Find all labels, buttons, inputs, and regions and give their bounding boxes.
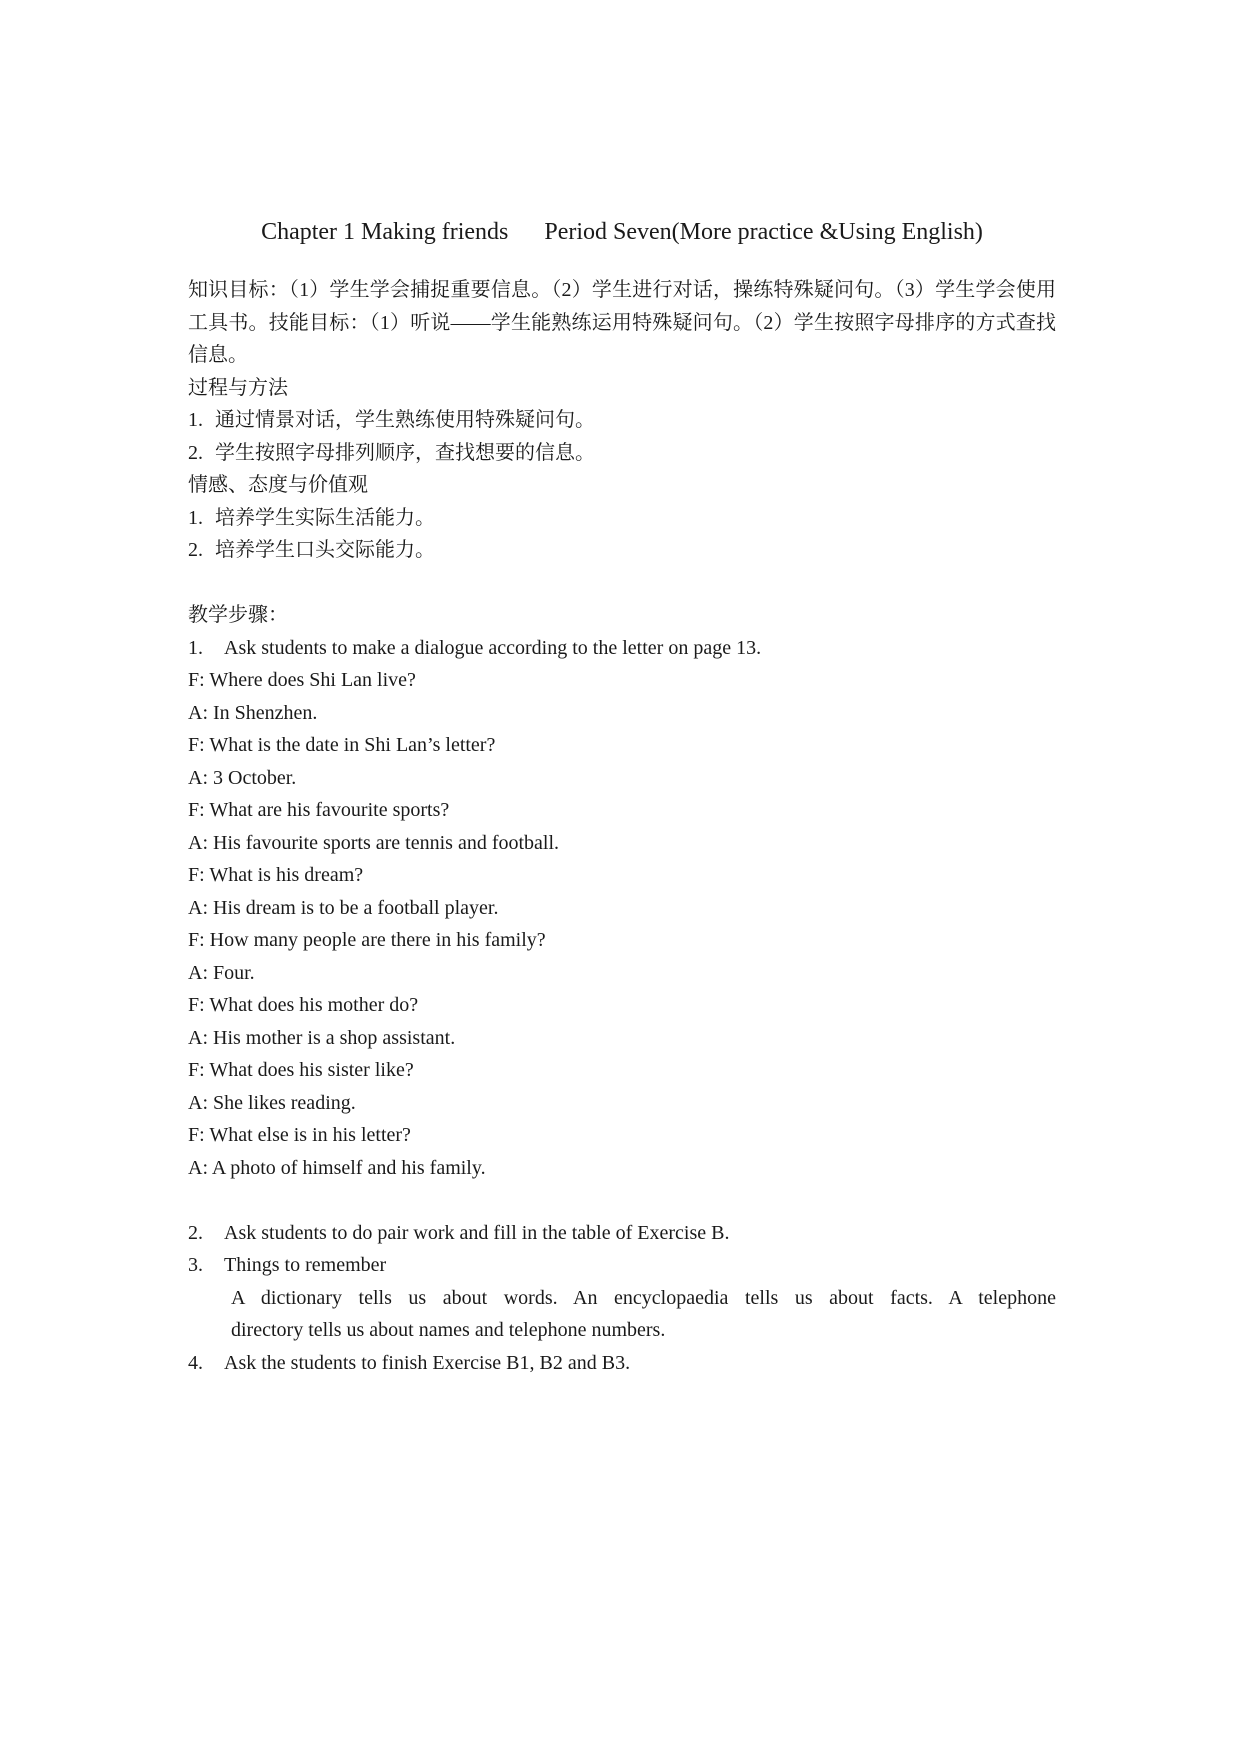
objectives-paragraph: 知识目标：（1）学生学会捕捉重要信息。（2）学生进行对话，操练特殊疑问句。（3）学生学会使用工具书。技能目标：（1）听说——学生能熟练运用特殊疑问句。（2）学生按照字母排序的方式查找信息。 xyxy=(188,279,1056,366)
process-item xyxy=(188,437,1056,470)
dialogue-line: F: What else is in his letter? xyxy=(188,1124,411,1146)
dialogue-line: A: She likes reading. xyxy=(188,1091,356,1114)
dialogue-line: A: His mother is a shop assistant. xyxy=(188,1026,456,1049)
item-number: 1. xyxy=(188,409,203,431)
dialogue-line: A: His favourite sports are tennis and football. xyxy=(188,831,560,854)
step-number: 2. xyxy=(188,1221,203,1244)
step-item xyxy=(188,1249,1056,1282)
item-number: 2. xyxy=(188,539,203,561)
dialogue-line: F: How many people are there in his family? xyxy=(188,929,546,951)
item-text: 学生按照字母排列顺序，查找想要的信息。 xyxy=(215,441,595,464)
dialogue-line: A: His dream is to be a football player. xyxy=(188,896,499,919)
dialogue xyxy=(188,664,1056,1184)
document-page xyxy=(188,212,1056,1379)
step-text: Ask the students to finish Exercise B1, B2 and B3. xyxy=(224,1351,631,1374)
dialogue-line: A: Four. xyxy=(188,961,255,984)
step-text: Ask students to do pair work and fill in the table of Exercise B. xyxy=(224,1221,730,1244)
steps-heading: 教学步骤： xyxy=(188,604,288,626)
dialogue-line: F: Where does Shi Lan live? xyxy=(188,669,416,691)
process-heading: 过程与方法 xyxy=(188,376,288,399)
dialogue-line: F: What does his sister like? xyxy=(188,1059,414,1081)
dialogue-line: F: What is his dream? xyxy=(188,864,364,886)
process-item xyxy=(188,404,1056,437)
blank-line xyxy=(188,567,1056,600)
item-text: 培养学生口头交际能力。 xyxy=(215,539,435,561)
step-text: Ask students to make a dialogue according to the letter on page 13. xyxy=(224,636,762,659)
step-text: Things to remember xyxy=(224,1254,387,1276)
dialogue-line: F: What are his favourite sports? xyxy=(188,799,450,821)
dialogue-line: F: What is the date in Shi Lan’s letter? xyxy=(188,734,496,756)
step-item xyxy=(188,632,1056,665)
dialogue-line: A: In Shenzhen. xyxy=(188,701,318,724)
step-item xyxy=(188,1217,1056,1250)
step-number: 4. xyxy=(188,1351,203,1374)
step-number: 3. xyxy=(188,1254,203,1276)
page-title: Chapter 1 Making friends Period Seven(More practice &Using English) xyxy=(261,219,983,245)
dialogue-line: A: A photo of himself and his family. xyxy=(188,1156,486,1179)
dialogue-line: F: What does his mother do? xyxy=(188,994,419,1016)
item-number: 2. xyxy=(188,441,203,464)
attitude-item xyxy=(188,502,1056,535)
blank-line xyxy=(188,1184,1056,1217)
step-number: 1. xyxy=(188,636,203,659)
item-text: 培养学生实际生活能力。 xyxy=(215,506,435,529)
step-item xyxy=(188,1347,1056,1380)
attitude-heading: 情感、态度与价值观 xyxy=(188,474,368,496)
step-detail-line: A dictionary tells us about words. An encyclopaedia tells us about facts. A telephone xyxy=(231,1286,1056,1309)
item-text: 通过情景对话，学生熟练使用特殊疑问句。 xyxy=(215,409,595,431)
step-detail-line: directory tells us about names and telephone numbers. xyxy=(231,1319,666,1341)
dialogue-line: A: 3 October. xyxy=(188,766,297,789)
attitude-item xyxy=(188,534,1056,567)
item-number: 1. xyxy=(188,506,203,529)
